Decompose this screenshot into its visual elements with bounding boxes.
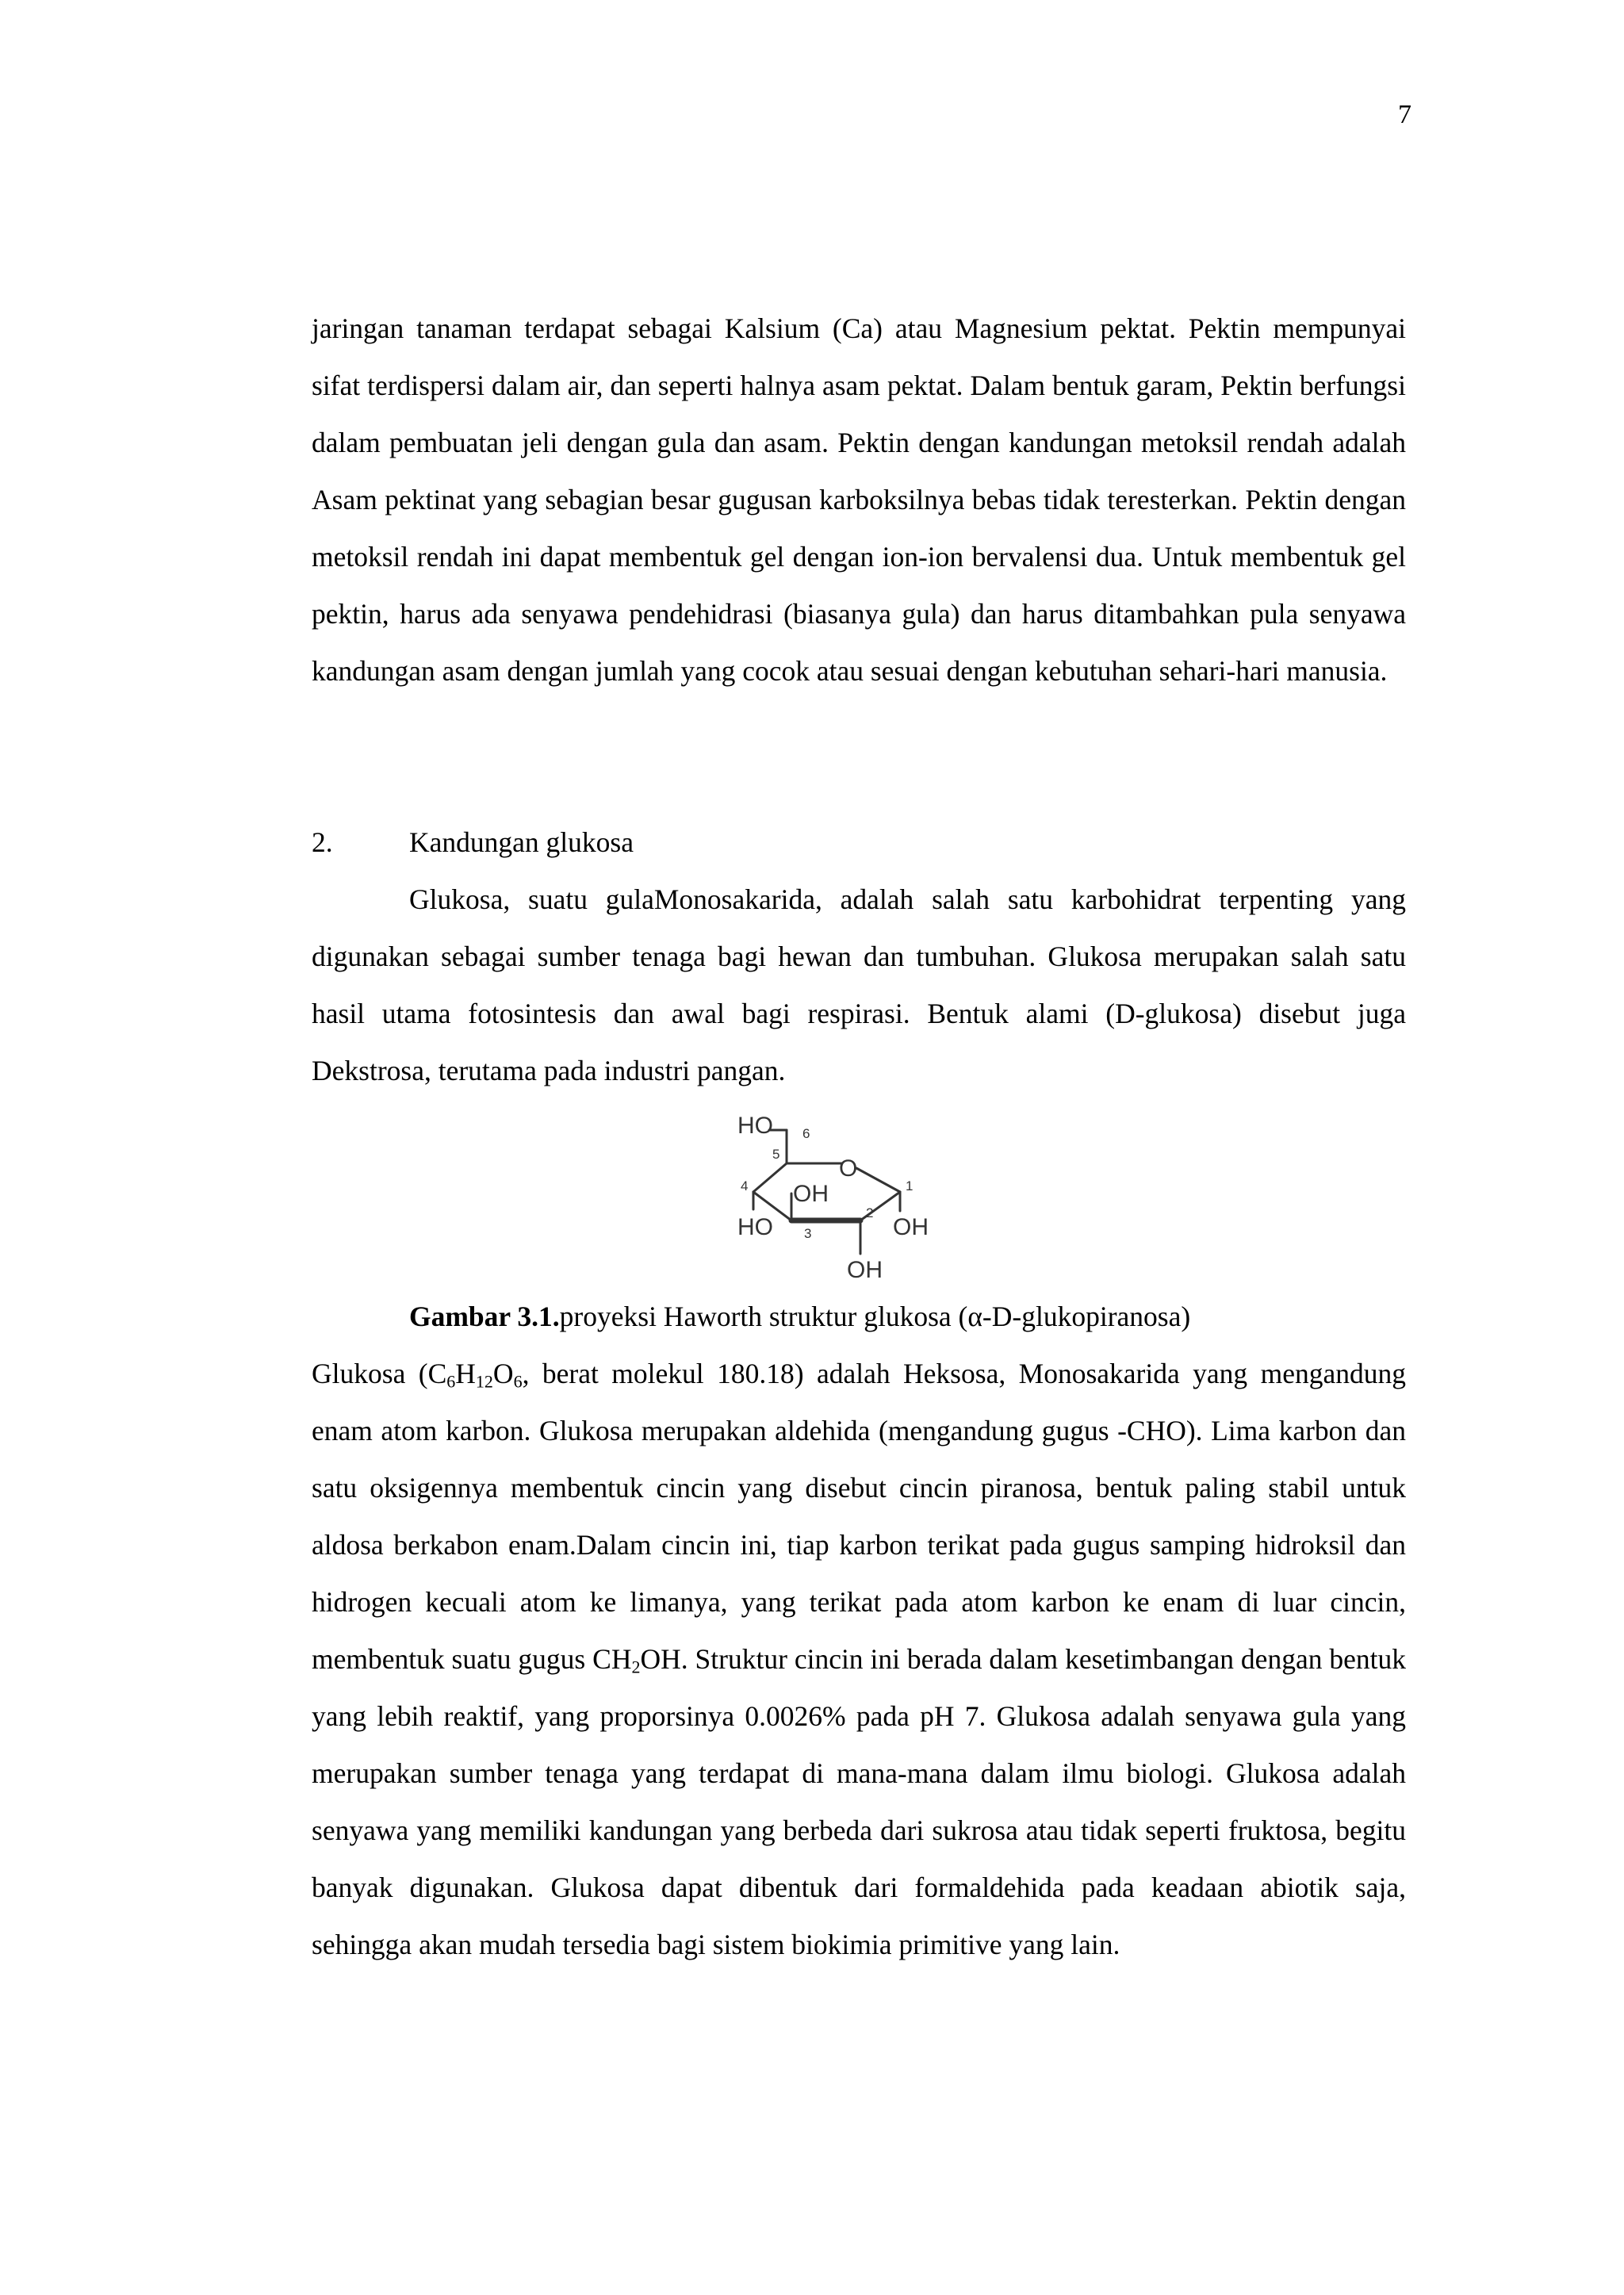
label-c1: 1 bbox=[906, 1178, 914, 1193]
p3-sub-2: 12 bbox=[475, 1371, 493, 1392]
bond-c5-c4 bbox=[753, 1163, 787, 1192]
p3-sub-4: 2 bbox=[631, 1657, 641, 1677]
p3-text-3: O bbox=[492, 1358, 514, 1389]
p3-sub-3: 6 bbox=[513, 1371, 523, 1392]
label-ring-oxygen: O bbox=[839, 1155, 858, 1182]
label-oh-inner: OH bbox=[793, 1181, 829, 1207]
section-heading bbox=[312, 814, 1406, 871]
paragraph-glucose-structure bbox=[312, 1345, 1406, 1973]
paragraph-glucose-intro: Glukosa, suatu gulaMonosakarida, adalah salah satu karbohidrat terpenting yang digunakan sebagai sumber tenaga bagi hewan dan tumbuhan. Glukosa merupakan salah satu hasil utama fotosintesis dan awal bagi respirasi. Bentuk alami (D-glukosa) disebut juga Dekstrosa, terutama pada industri pangan. bbox=[312, 883, 1406, 1086]
label-c3: 3 bbox=[804, 1226, 812, 1241]
p3-sub-1: 6 bbox=[446, 1371, 456, 1392]
label-ho-top: HO bbox=[737, 1113, 773, 1139]
label-c6: 6 bbox=[802, 1126, 810, 1141]
figure-caption-label: Gambar 3.1. bbox=[409, 1301, 560, 1332]
p3-text-4: , berat molekul 180.18) adalah Heksosa, Monosakarida yang mengandung enam atom karbon. Glukosa merupakan aldehida (mengandung gugus -CHO). Lima karbon dan satu oksigennya membentuk cincin yang disebut cincin piranosa, bentuk paling stabil untuk aldosa berkabon enam.Dalam cincin ini, tiap karbon terikat pada gugus samping hidroksil dan hidrogen kecuali atom ke limanya, yang terikat pada atom karbon ke enam di luar cincin, membentuk suatu gugus CH bbox=[312, 1358, 1407, 1675]
label-c2: 2 bbox=[866, 1205, 874, 1220]
bond-o-c1 bbox=[856, 1168, 900, 1192]
figure-caption-text: proyeksi Haworth struktur glukosa (α-D-glukopiranosa) bbox=[559, 1301, 1191, 1332]
glucose-haworth-figure bbox=[737, 1098, 975, 1289]
glucose-structure-diagram bbox=[737, 1098, 975, 1289]
p3-text-5: OH. Struktur cincin ini berada dalam kesetimbangan dengan bentuk yang lebih reaktif, yang proporsinya 0.0026% pada pH 7. Glukosa adalah senyawa gula yang merupakan sumber tenaga yang terdapat di mana-mana dalam ilmu biologi. Glukosa adalah senyawa yang memiliki kandungan yang berbeda dari sukrosa atau tidak seperti fruktosa, begitu banyak digunakan. Glukosa dapat dibentuk dari formaldehida pada keadaan abiotik saja, sehingga akan mudah tersedia bagi sistem biokimia primitive yang lain. bbox=[312, 1643, 1406, 1960]
page-number: 7 bbox=[1398, 100, 1411, 129]
section-number: 2. bbox=[312, 826, 333, 858]
label-c5: 5 bbox=[772, 1147, 780, 1162]
label-c4: 4 bbox=[741, 1178, 749, 1193]
figure-caption bbox=[312, 1288, 1406, 1345]
label-oh-right: OH bbox=[893, 1214, 929, 1240]
paragraph-pectin: jaringan tanaman terdapat sebagai Kalsium (Ca) atau Magnesium pektat. Pektin mempunyai sifat terdispersi dalam air, dan seperti halnya asam pektat. Dalam bentuk garam, Pektin berfungsi dalam pembuatan jeli dengan gula dan asam. Pektin dengan kandungan metoksil rendah adalah Asam pektinat yang sebagian besar gugusan karboksilnya bebas tidak teresterkan. Pektin dengan metoksil rendah ini dapat membentuk gel dengan ion-ion bervalensi dua. Untuk membentuk gel pektin, harus ada senyawa pendehidrasi (biasanya gula) dan harus ditambahkan pula senyawa kandungan asam dengan jumlah yang cocok atau sesuai dengan kebutuhan sehari-hari manusia. bbox=[312, 312, 1406, 687]
label-oh-bottom: OH bbox=[847, 1257, 883, 1283]
p3-text-1: Glukosa (C bbox=[312, 1358, 447, 1389]
section-title: Kandungan glukosa bbox=[409, 826, 634, 858]
label-ho-left: HO bbox=[737, 1214, 773, 1240]
p3-text-2: H bbox=[455, 1358, 476, 1389]
